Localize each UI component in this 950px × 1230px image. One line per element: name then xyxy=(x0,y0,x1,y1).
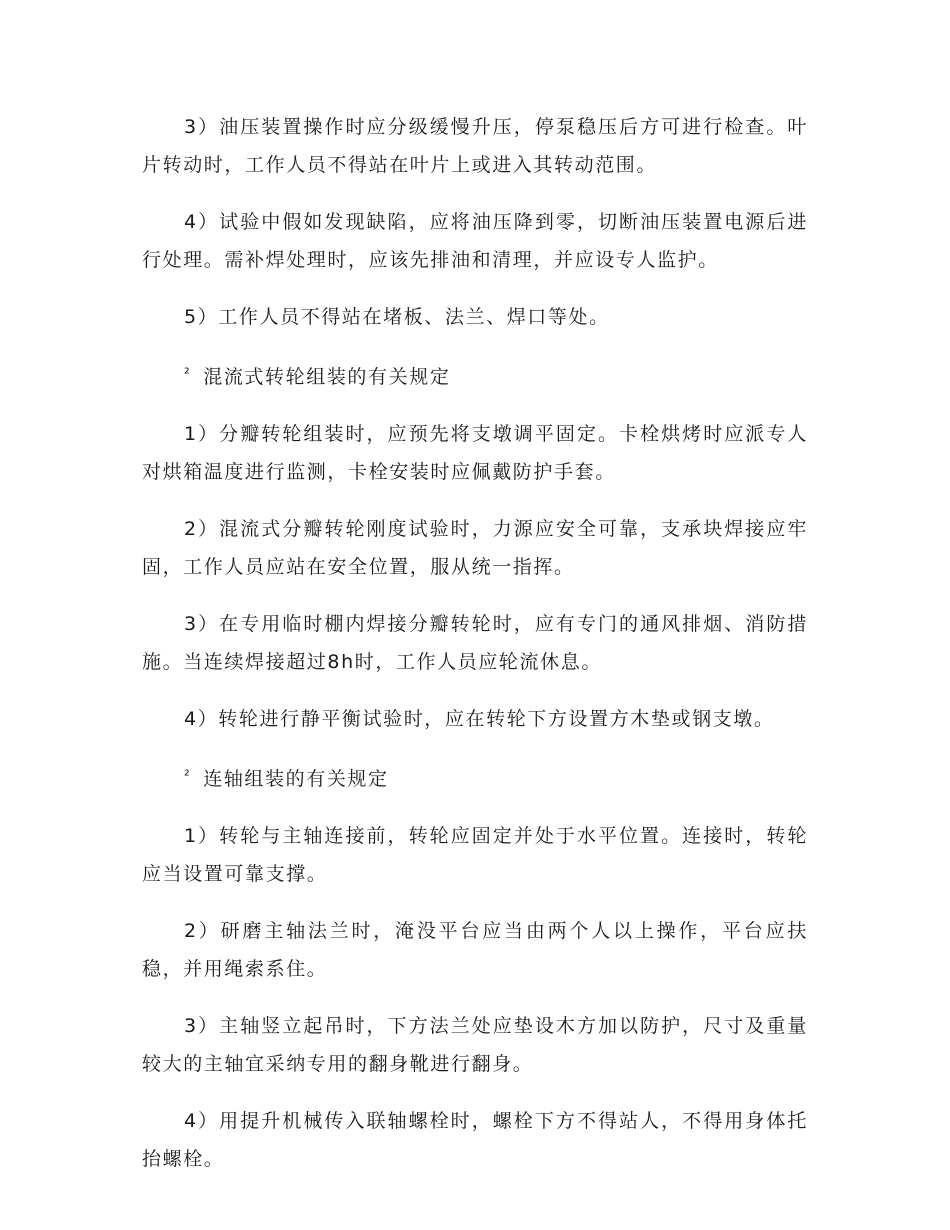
section-heading xyxy=(142,355,808,396)
section-heading-text: 连轴组装的有关规定 xyxy=(203,768,389,790)
paragraph: 5）工作人员不得站在堵板、法兰、焊口等处。 xyxy=(184,306,610,328)
paragraph: 2）研磨主轴法兰时，淹没平台应当由两个人以上操作，平台应扶稳，并用绳索系住。 xyxy=(142,920,808,980)
paragraph: 3）在专用临时棚内焊接分瓣转轮时，应有专门的通风排烟、消防措施。当连续焊接超过8h时，工作人员应轮流休息。 xyxy=(142,613,808,673)
section-heading-text: 混流式转轮组装的有关规定 xyxy=(203,366,451,388)
paragraph: 4）用提升机械传入联轴螺栓时，螺栓下方不得站人，不得用身体托抬螺栓。 xyxy=(142,1110,808,1170)
paragraph: 3）油压装置操作时应分级缓慢升压，停泵稳压后方可进行检查。叶片转动时，工作人员不得站在叶片上或进入其转动范围。 xyxy=(142,116,808,176)
document-body xyxy=(142,108,808,1197)
paragraph: 1）分瓣转轮组装时，应预先将支墩调平固定。卡栓烘烤时应派专人对烘箱温度进行监测，卡栓安装时应佩戴防护手套。 xyxy=(142,423,808,483)
section-heading xyxy=(142,757,808,798)
paragraph: 2）混流式分瓣转轮刚度试验时，力源应安全可靠，支承块焊接应牢固，工作人员应站在安全位置，服从统一指挥。 xyxy=(142,518,808,578)
bullet-marker: ² xyxy=(184,366,192,382)
paragraph: 3）主轴竖立起吊时，下方法兰处应垫设木方加以防护，尺寸及重量较大的主轴宜采纳专用的翻身靴进行翻身。 xyxy=(142,1015,808,1075)
paragraph: 4）试验中假如发现缺陷，应将油压降到零，切断油压装置电源后进行处理。需补焊处理时，应该先排油和清理，并应设专人监护。 xyxy=(142,211,808,271)
paragraph: 1）转轮与主轴连接前，转轮应固定并处于水平位置。连接时，转轮应当设置可靠支撑。 xyxy=(142,825,808,885)
bullet-marker: ² xyxy=(184,768,192,784)
paragraph: 4）转轮进行静平衡试验时，应在转轮下方设置方木垫或钢支墩。 xyxy=(184,708,775,730)
